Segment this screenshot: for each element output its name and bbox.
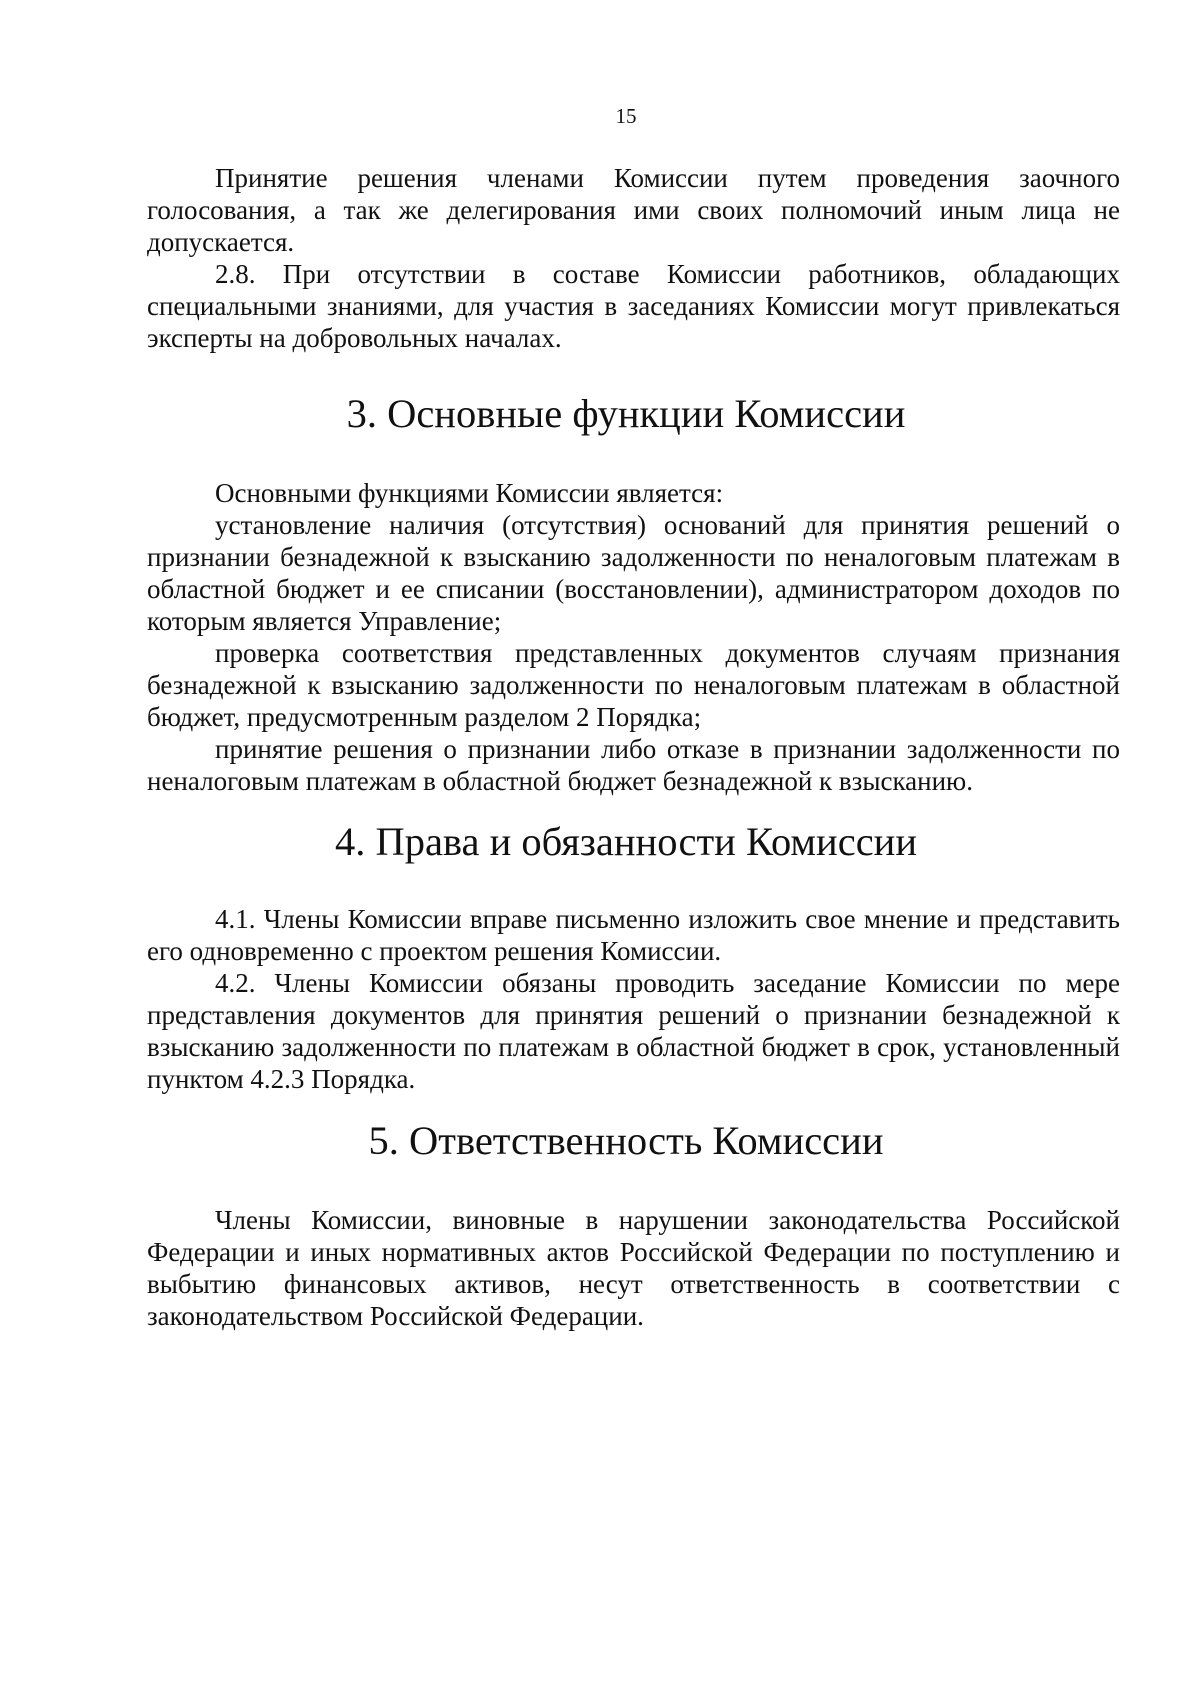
section-4-body [147,903,1120,1095]
section-5-heading: 5. Ответственность Комиссии [368,1118,884,1163]
paragraph-4-2: 4.2. Члены Комиссии обязаны проводить заседание Комиссии по мере представления документов для принятия решений о признании безнадежной к взысканию задолженности по платежам в областной бюджет в срок, установленный пунктом 4.2.3 Порядка. [147,968,1120,1094]
paragraph-4-1: 4.1. Члены Комиссии вправе письменно изложить свое мнение и представить его одновременно с проектом решения Комиссии. [147,904,1120,966]
section-2-continuation [147,162,1120,354]
section-5-body [147,1204,1120,1332]
paragraph-function-3: принятие решения о признании либо отказе в признании задолженности по неналоговым платежам в областной бюджет безнадежной к взысканию. [147,734,1120,796]
paragraph-functions-intro: Основными функциями Комиссии является: [215,478,724,508]
paragraph-responsibility: Члены Комиссии, виновные в нарушении законодательства Российской Федерации и иных нормативных актов Российской Федерации по поступлению и выбытию финансовых активов, несут ответственность в соответствии с законодательством Российской Федерации. [147,1205,1120,1331]
section-3-body [147,477,1120,797]
page-number: 15 [615,104,637,128]
section-3-heading: 3. Основные функции Комиссии [346,391,906,436]
paragraph-function-2: проверка соответствия представленных документов случаям признания безнадежной к взысканию задолженности по неналоговым платежам в областной бюджет, предусмотренным разделом 2 Порядка; [147,638,1120,732]
section-4-heading: 4. Права и обязанности Комиссии [334,819,918,864]
paragraph-2-8: 2.8. При отсутствии в составе Комиссии работников, обладающих специальными знаниями, для участия в заседаниях Комиссии могут привлекаться эксперты на добровольных началах. [147,259,1120,353]
paragraph-function-1: установление наличия (отсутствия) оснований для принятия решений о признании безнадежной к взысканию задолженности по неналоговым платежам в областной бюджет и ее списании (восстановлении), администратором доходов по которым является Управление; [147,510,1120,636]
paragraph-voting: Принятие решения членами Комиссии путем проведения заочного голосования, а так же делегирования ими своих полномочий иным лица не допускается. [147,163,1120,257]
